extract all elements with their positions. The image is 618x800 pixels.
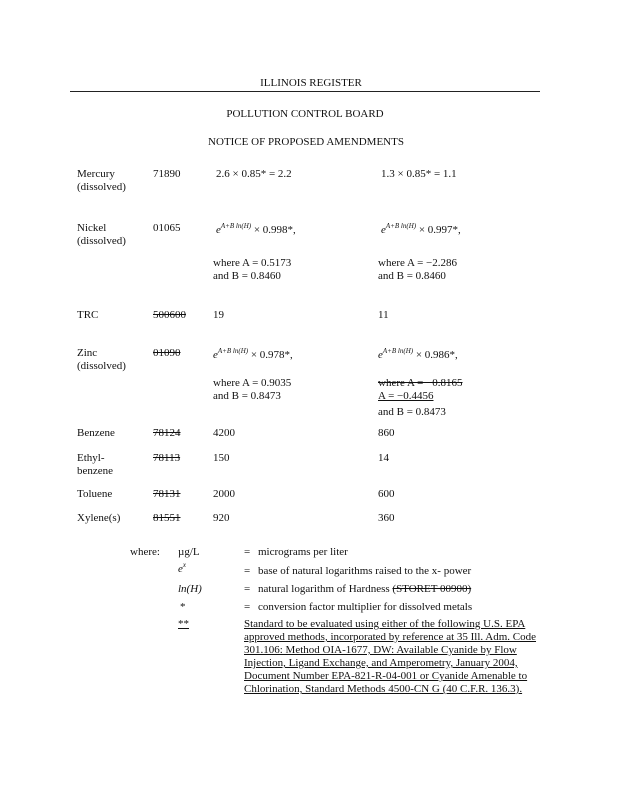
xylenes-name: Xylene(s): [77, 512, 121, 524]
ethylbenzene-name-2: benzene: [77, 465, 114, 477]
legend-eq-star: =: [244, 601, 251, 613]
ethylbenzene-chronic: 14: [378, 452, 389, 464]
zinc-acute-where-b: and B = 0.8473: [213, 390, 281, 402]
mercury-name-2: (dissolved): [77, 181, 126, 193]
zinc-name: Zinc: [77, 347, 98, 359]
legend-def-cyanide-methods: Standard to be evaluated using either of the following U.S. EPA approved methods, incorporated by reference at 35 Ill. Adm. Code 301.106: Method OIA-1677, DW: Available Cyanide by Flow Injection, Ligand Exchange, and Amperometry, January 2004, Document Number EPA-821-R-04-001 or Cyanide Amenable to Chlorination, Standard Methods 4500-CN G (40 C.F.R. 136.3).: [244, 618, 537, 695]
mercury-name: Mercury: [77, 168, 115, 180]
legend-eq-ex: =: [244, 565, 251, 577]
benzene-storet: 78124: [153, 427, 181, 439]
xylenes-chronic: 360: [378, 512, 395, 524]
toluene-acute: 2000: [213, 488, 235, 500]
legend-sym-star: *: [180, 601, 186, 613]
board-title: POLLUTION CONTROL BOARD: [226, 108, 384, 120]
ethylbenzene-acute: 150: [213, 452, 230, 464]
trc-chronic: 11: [378, 309, 389, 321]
nickel-acute-where-b: and B = 0.8460: [213, 270, 281, 282]
nickel-chronic-where-a: where A = −2.286: [378, 257, 458, 269]
zinc-chronic-where-a-old: where A = −0.8165: [378, 377, 463, 389]
zinc-acute-formula: $e^{A+B ln(H)} \times 0.978*$,: [213, 347, 293, 361]
legend-def-ex: base of natural logarithms raised to the x- power: [258, 565, 472, 577]
zinc-name-2: (dissolved): [77, 360, 126, 372]
benzene-chronic: 860: [378, 427, 395, 439]
legend-sym-ex: $e^x$: [178, 561, 186, 575]
mercury-acute: 2.6 × 0.85* = 2.2: [216, 168, 292, 180]
trc-acute: 19: [213, 309, 224, 321]
xylenes-acute: 920: [213, 512, 230, 524]
toluene-chronic: 600: [378, 488, 395, 500]
mercury-storet: 71890: [153, 168, 181, 180]
legend-def-star: conversion factor multiplier for dissolved metals: [258, 601, 473, 613]
zinc-acute-where-a: where A = 0.9035: [213, 377, 292, 389]
nickel-name: Nickel: [77, 222, 107, 234]
zinc-chronic-where-b: and B = 0.8473: [378, 406, 446, 418]
benzene-name: Benzene: [77, 427, 115, 439]
nickel-acute-formula: $e^{A+B ln(H)} \times 0.998*$,: [216, 222, 296, 236]
legend-def-lnh: natural logarithm of Hardness (STORET 00900): [258, 583, 472, 595]
legend-eq-lnh: =: [244, 583, 251, 595]
trc-name: TRC: [77, 309, 99, 321]
zinc-chronic-where-a-new: A = −0.4456: [378, 390, 434, 402]
legend-sym-dstar: **: [178, 618, 189, 630]
trc-storet: 500600: [153, 309, 186, 321]
legend-def-ugl: micrograms per liter: [258, 546, 348, 558]
legend-eq-ugl: =: [244, 546, 251, 558]
legend-sym-lnh: ln(H): [178, 583, 202, 595]
register-title: ILLINOIS REGISTER: [260, 77, 362, 89]
ethylbenzene-storet: 78113: [153, 452, 181, 464]
zinc-chronic-formula: $e^{A+B ln(H)} \times 0.986*$,: [378, 347, 458, 361]
nickel-name-2: (dissolved): [77, 235, 126, 247]
zinc-storet: 01090: [153, 347, 181, 359]
nickel-chronic-formula: $e^{A+B ln(H)} \times 0.997*$,: [381, 222, 461, 236]
mercury-chronic: 1.3 × 0.85* = 1.1: [381, 168, 457, 180]
toluene-storet: 78131: [153, 488, 181, 500]
nickel-chronic-where-b: and B = 0.8460: [378, 270, 446, 282]
benzene-acute: 4200: [213, 427, 235, 439]
legend-where-label: where:: [130, 546, 160, 558]
header-rule: [70, 91, 540, 92]
nickel-acute-where-a: where A = 0.5173: [213, 257, 292, 269]
ethylbenzene-name: Ethyl-: [77, 452, 105, 464]
legend-sym-ugl: µg/L: [178, 546, 200, 558]
xylenes-storet: 81551: [153, 512, 181, 524]
nickel-storet: 01065: [153, 222, 181, 234]
toluene-name: Toluene: [77, 488, 113, 500]
notice-title: NOTICE OF PROPOSED AMENDMENTS: [208, 136, 404, 148]
